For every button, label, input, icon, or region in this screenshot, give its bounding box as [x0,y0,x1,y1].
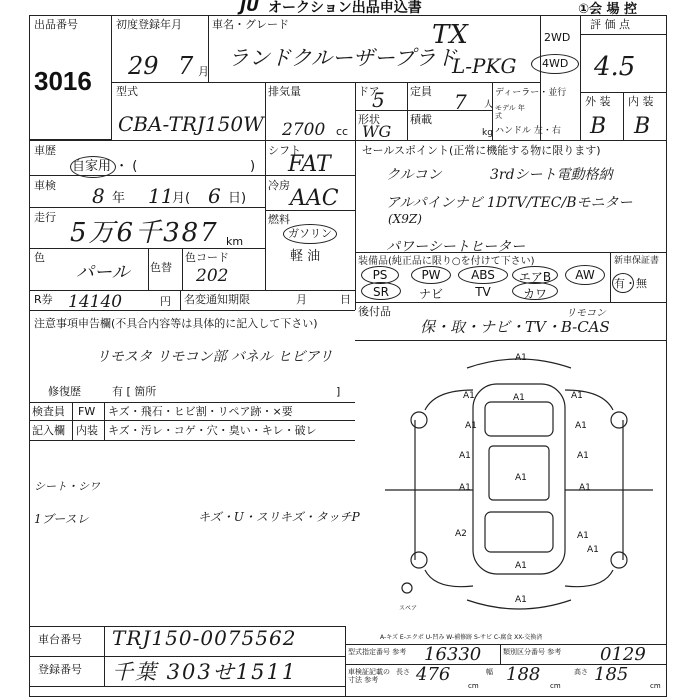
divider [104,402,105,440]
equip-tv: TV [475,285,491,299]
damage-mark: A1 [579,483,591,493]
interior-label: 内 装 [628,95,654,108]
month-unit: 月( [172,191,191,206]
exterior-score: B [590,114,607,139]
aftermarket-label: 後付品 [358,305,391,318]
shaken-month: 11 [148,184,174,208]
sales-points-label: セールスポイント(正常に機能する物に限ります) [362,144,601,157]
new-warranty-label: 新車保証書 [614,256,660,266]
damage-mark: A2 [455,529,467,539]
damage-mark: A1 [459,451,471,461]
color-code: 202 [196,266,229,286]
displacement-label: 排気量 [268,85,301,98]
width-label: 幅 [486,668,493,676]
divider [180,290,181,310]
divider [29,440,355,441]
model-year-label: モデル 年式 [495,104,525,120]
damage-mark: A1 [515,595,527,605]
damage-mark: A1 [513,393,525,403]
brand-logo: JU [240,0,259,15]
repair-history-close: ] [336,385,341,398]
length: 476 [416,664,451,685]
damage-mark: A1 [587,545,599,555]
damage-mark: A1 [577,531,589,541]
model-code: CBA-TRJ150W [118,112,264,136]
equipment-label: 装備品(純正品に限り○を付けて下さい) [358,256,535,267]
ticket-amount: 14140 [68,292,123,312]
divider [29,207,265,208]
entry-label: 記入欄 [32,424,65,437]
divider [540,15,541,140]
mileage-label: 走行 [34,211,56,224]
km-unit: km [226,235,244,248]
color-swap-label: 色替 [150,261,172,274]
header [0,0,700,17]
registration-number: 千葉 303せ1511 [112,660,298,684]
divider [407,82,408,140]
inspector-label: 検査員 [32,405,65,418]
equip-sr: SR [373,285,389,299]
overall-score: 4.5 [594,52,636,82]
deadline-label: 名変通知期限 [184,293,250,306]
divider [355,252,667,253]
deadline-day: 日 [340,293,351,306]
model-label: 型式 [116,85,138,98]
venue-copy-label: ①会 場 控 [578,2,638,17]
height-label: 高さ [574,668,588,676]
divider [345,626,346,697]
chassis-label: 車台番号 [38,633,82,646]
form-title: オークション出品申込書 [268,0,422,16]
car-name: ランドクルーザープラド [228,46,457,70]
capacity-label: 定員 [410,85,432,98]
notes-text: リモスタ リモコン部 バネル ヒビアリ [96,349,333,365]
width: 188 [506,664,541,685]
exterior-label: 外 装 [585,95,611,108]
lot-label: 出品番号 [34,18,78,31]
equip-aw: AW [575,268,595,282]
history-label: 車歴 [34,144,56,157]
divider [623,92,624,140]
notes-label: 注意事項申告欄(不具合内容等は具体的に記入して下さい) [34,317,318,330]
length-label: 長さ [396,668,410,676]
sales-point: パワーシートヒーター [386,239,526,255]
divider [29,290,355,291]
shape-label: 形状 [358,113,380,126]
interior-items: キズ・汚レ・コゲ・穴・臭い・キレ・破レ [108,424,317,437]
dimension-label: 車検証記載の寸法 参考 [348,668,390,684]
sales-point: アルパインナビ 1DTV/TEC/Bモニター [386,195,633,211]
ac-type: AAC [290,186,339,211]
divider [580,34,667,35]
spec-number-label: 型式指定番号 参考 [348,648,407,656]
repair-history-value: 有 [ 箇所 [112,385,157,398]
reg-month: 7 [178,52,194,80]
score-label: 評 価 点 [590,18,630,31]
class-number: 0129 [600,644,646,665]
drive-4wd: 4WD [542,57,569,70]
divider [265,140,266,290]
body-shape: WG [362,122,392,141]
equip-ps: PS [372,268,388,282]
damage-mark: A1 [515,473,527,483]
use-type: 自家用 ・ ( [72,159,138,174]
divider [29,420,355,421]
divider [112,82,540,83]
equip-abs: ABS [471,268,495,282]
color: パール [76,262,130,283]
damage-mark: A1 [463,391,475,401]
divider [265,210,355,211]
damage-mark: A1 [577,451,589,461]
aftermarket-items: 保・取・ナビ・TV・B-CAS [420,318,610,336]
grade: TX [432,20,468,50]
shaken-label: 車検 [34,179,56,192]
color-label: 色 [34,251,45,264]
divider [355,302,667,303]
divider [492,82,493,140]
cm-unit: cm [550,682,561,690]
damage-mark: A1 [515,353,527,363]
fw-label: FW [78,405,96,418]
cc-unit: cc [336,125,349,138]
interior-score: B [634,114,651,139]
selected-circle [70,156,116,178]
divider [72,402,73,440]
equip-navi: ナビ [418,287,443,301]
fuel-diesel: 軽 油 [290,249,321,264]
damage-mark: A1 [575,421,587,431]
kg-unit: kg [482,128,493,138]
sales-point: クルコン [386,167,442,183]
reg-date-label: 初度登録年月 [116,18,182,31]
remote-note: リモコン [566,308,606,319]
lot-number: 3016 [34,66,92,96]
dealer-label: ディーラー・並行 [495,88,567,98]
shaken-year: 8 [92,184,105,208]
damage-legend: A-キズ E-エクボ U-凹み W-補修跡 S-サビ C-腐食 XX-交換済 [380,634,543,641]
divider [29,402,355,403]
reg-year: 29 [128,52,159,80]
drive-2wd: 2WD [544,31,571,44]
equip-leather: カワ [522,287,547,301]
inspection-note: シート・シワ [34,480,100,493]
sales-point: 3rdシート電動格納 [490,167,613,183]
lot-box [29,15,112,140]
damage-mark: A1 [465,421,477,431]
inspection-note: 1ブースレ [34,512,89,526]
class-number-label: 類別区分番号 参考 [503,648,562,656]
ticket-label: R券 [34,293,53,306]
displacement: 2700 [282,120,326,140]
divider [29,686,345,687]
capacity: 7 [454,90,467,114]
damage-mark: A1 [515,561,527,571]
divider [355,82,356,140]
registration-label: 登録番号 [38,663,82,676]
divider [355,140,356,310]
car-name-label: 車名・グレード [212,18,289,31]
divider [610,252,611,302]
month-unit: 月 [198,65,209,78]
day-unit: 日) [228,191,247,206]
shift: FAT [288,152,331,177]
fuel-gasoline: ガソリン [288,227,332,240]
year-unit: 年 [112,191,126,206]
yen-unit: 円 [160,295,171,308]
color-code-label: 色コード [185,251,229,264]
divider [407,110,492,111]
warranty-value: 有・無 [614,277,647,290]
mileage: 5万6千387 [70,218,219,248]
vehicle-damage-diagram [355,340,667,628]
damage-mark: A1 [571,391,583,401]
sales-point: (X9Z) [388,212,422,226]
fuel-label: 燃料 [268,213,290,226]
divider [500,644,501,664]
load-label: 積載 [410,113,432,126]
spare-label: スペア [399,605,418,612]
chassis-number: TRJ150-0075562 [112,626,297,650]
shaken-day: 6 [208,184,221,208]
height: 185 [594,664,629,685]
repair-history-label: 修復歴 [48,385,81,398]
damage-mark: A1 [459,483,471,493]
use-type-close: ) [250,159,256,174]
doors-label: ドア [358,85,380,98]
deadline-month: 月 [296,293,307,306]
interior-row-label: 内装 [76,424,98,437]
ac-label: 冷房 [268,179,290,192]
divider [182,248,183,290]
divider [29,140,667,141]
divider [104,626,105,686]
doors: 5 [372,88,385,112]
divider [148,248,149,290]
handle-label: ハンドル 左・右 [495,126,561,136]
equip-airbag: エアB [518,270,552,284]
divider [265,82,266,140]
grade-package: L-PKG [452,54,517,78]
inspection-note: キズ・U・スリキズ・タッチP [198,510,360,524]
shift-label: シフト [268,144,301,157]
person-unit: 人 [484,100,494,110]
divider [355,110,407,111]
cm-unit: cm [650,682,661,690]
equip-pw: PW [421,268,441,282]
cm-unit: cm [468,682,479,690]
fw-items: キズ・飛石・ヒビ割・リペア跡・×要 [108,405,293,418]
spec-number: 16330 [424,644,482,665]
